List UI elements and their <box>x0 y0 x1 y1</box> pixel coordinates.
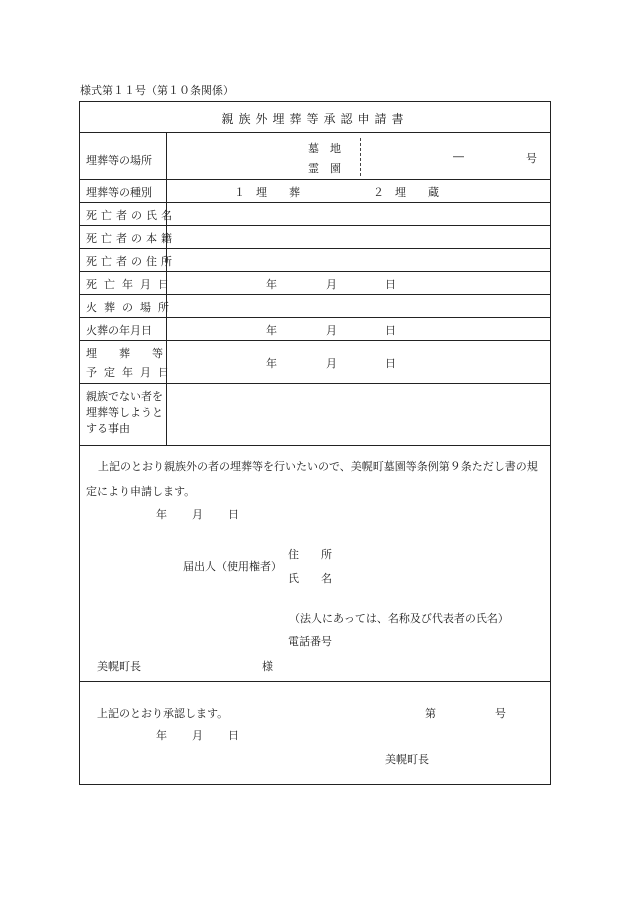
approval-date-day: 日 <box>228 729 239 742</box>
death-date-month: 月 <box>326 278 337 291</box>
place-dashed-divider <box>360 138 361 176</box>
plot-number-suffix: 号 <box>526 152 537 165</box>
row-divider <box>80 317 550 318</box>
burial-date-year: 年 <box>266 357 277 370</box>
deceased-name-label: 死亡者の氏名 <box>86 209 176 222</box>
death-date-label: 死亡年月日 <box>86 278 176 291</box>
application-date-year: 年 <box>156 508 167 521</box>
approval-number-suffix: 号 <box>495 707 506 720</box>
cremation-date-year: 年 <box>266 324 277 337</box>
row-divider <box>80 132 550 133</box>
burial-date-label-line1: 埋 葬 等 <box>86 347 163 360</box>
addressee-honorific: 様 <box>262 660 273 673</box>
cremation-date-month: 月 <box>326 324 337 337</box>
row-divider <box>80 383 550 384</box>
application-date-month: 月 <box>192 508 203 521</box>
form-title: 親族外埋葬等承認申請書 <box>221 112 409 126</box>
section-divider <box>80 681 550 682</box>
cremation-date-label: 火葬の年月日 <box>86 324 152 337</box>
application-statement: 上記のとおり親族外の者の埋葬等を行いたいので、美幌町墓園等条例第９条ただし書の規定により申請します。 <box>86 460 538 498</box>
cemetery-option: 墓 地 <box>308 142 341 155</box>
reason-label: 親族でない者を埋葬等しようとする事由 <box>86 390 163 435</box>
death-date-year: 年 <box>266 278 277 291</box>
applicant-address-label: 住 所 <box>288 548 332 561</box>
burial-date-month: 月 <box>326 357 337 370</box>
row-divider <box>80 225 550 226</box>
applicant-label: 届出人（使用権者） <box>183 560 282 573</box>
row-divider <box>80 294 550 295</box>
interment-option: ２ 埋 蔵 <box>373 186 439 199</box>
approval-date-month: 月 <box>192 729 203 742</box>
cremation-place-label: 火葬の場所 <box>86 301 176 314</box>
approval-mayor: 美幌町長 <box>385 753 429 766</box>
row-divider <box>80 248 550 249</box>
approval-statement: 上記のとおり承認します。 <box>97 707 229 720</box>
approval-number-prefix: 第 <box>425 707 436 720</box>
type-label: 埋葬等の種別 <box>86 186 152 199</box>
corporate-note: （法人にあっては、名称及び代表者の氏名） <box>289 612 509 625</box>
application-date-day: 日 <box>228 508 239 521</box>
burial-date-day: 日 <box>385 357 396 370</box>
row-divider <box>80 179 550 180</box>
applicant-name-label: 氏 名 <box>288 572 332 585</box>
row-divider <box>80 445 550 446</box>
deceased-domicile-label: 死亡者の本籍 <box>86 232 176 245</box>
place-label: 埋葬等の場所 <box>86 154 152 167</box>
plot-dash: ― <box>453 150 464 163</box>
application-form <box>79 101 551 785</box>
row-divider <box>80 271 550 272</box>
deceased-address-label: 死亡者の住所 <box>86 255 176 268</box>
burial-option: １ 埋 葬 <box>234 186 300 199</box>
cremation-date-day: 日 <box>385 324 396 337</box>
row-divider <box>80 202 550 203</box>
form-number: 様式第１１号（第１０条関係） <box>80 84 234 97</box>
death-date-day: 日 <box>385 278 396 291</box>
phone-label: 電話番号 <box>288 635 332 648</box>
memorial-park-option: 霊 園 <box>308 162 341 175</box>
addressee-mayor: 美幌町長 <box>97 660 141 673</box>
approval-date-year: 年 <box>156 729 167 742</box>
burial-date-label-line2: 予定年月日 <box>86 366 176 379</box>
row-divider <box>80 340 550 341</box>
